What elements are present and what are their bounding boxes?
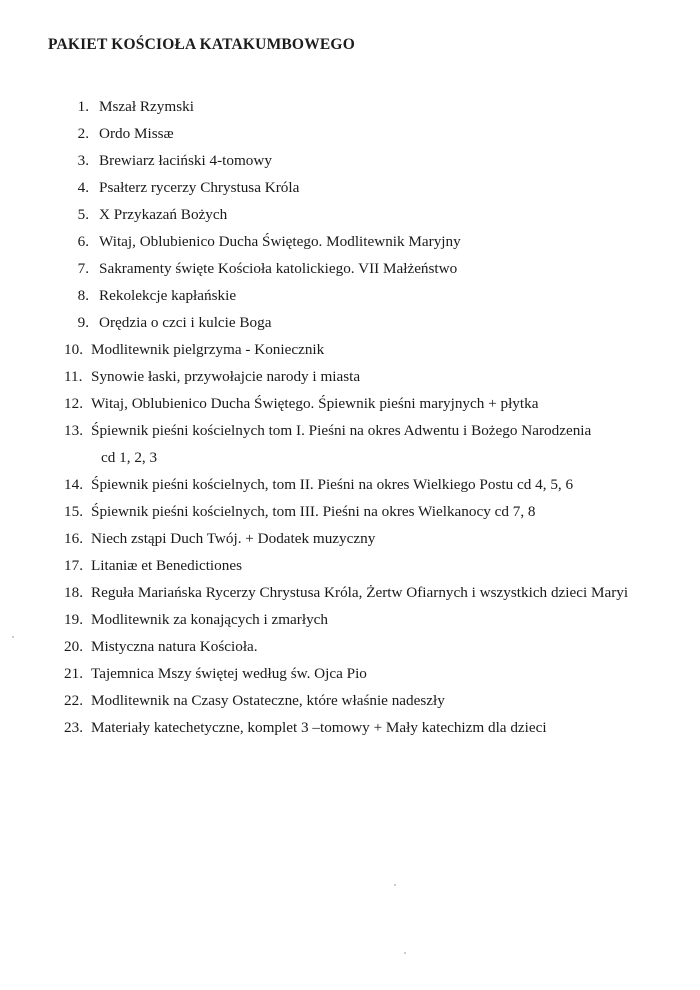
item-number: 13.	[64, 422, 83, 439]
list-item	[64, 525, 684, 552]
item-number: 14.	[64, 476, 83, 493]
scan-speck	[404, 952, 406, 954]
item-text: Synowie łaski, przywołajcie narody i miasta	[91, 368, 361, 385]
list-item	[64, 282, 684, 309]
list-item	[64, 228, 684, 255]
item-text: Ordo Missæ	[99, 125, 174, 142]
scan-speck	[12, 636, 14, 638]
item-number: 11.	[64, 368, 83, 385]
item-text: Orędzia o czci i kulcie Boga	[99, 314, 272, 331]
item-text: Litaniæ et Benedictiones	[91, 557, 242, 574]
item-text-continuation: cd 1, 2, 3	[101, 449, 158, 466]
item-text: Psałterz rycerzy Chrystusa Króla	[99, 179, 300, 196]
list-item	[64, 417, 684, 471]
item-text: X Przykazań Bożych	[99, 206, 228, 223]
item-text: Brewiarz łaciński 4-tomowy	[99, 152, 272, 169]
list-item	[64, 633, 684, 660]
item-number: 12.	[64, 395, 83, 412]
item-number: 5.	[77, 206, 89, 223]
item-number: 1.	[77, 98, 89, 115]
item-text-block	[89, 417, 591, 471]
item-text: Śpiewnik pieśni kościelnych tom I. Pieśni na okres Adwentu i Bożego Narodzenia	[91, 422, 592, 439]
list-item	[64, 660, 684, 687]
list-item	[64, 390, 684, 417]
list-item	[64, 336, 684, 363]
item-number: 16.	[64, 530, 83, 547]
item-text: Materiały katechetyczne, komplet 3 –tomowy + Mały katechizm dla dzieci	[91, 719, 547, 736]
item-number: 3.	[77, 152, 89, 169]
item-text: Rekolekcje kapłańskie	[99, 287, 237, 304]
item-text: Sakramenty święte Kościoła katolickiego. VII Małżeństwo	[99, 260, 458, 277]
item-number: 19.	[64, 611, 83, 628]
item-number: 17.	[64, 557, 83, 574]
item-text: Modlitewnik na Czasy Ostateczne, które właśnie nadeszły	[91, 692, 445, 709]
item-text: Modlitewnik pielgrzyma - Koniecznik	[91, 341, 325, 358]
list-item	[64, 174, 684, 201]
item-number: 22.	[64, 692, 83, 709]
scan-speck	[394, 884, 396, 886]
item-number: 15.	[64, 503, 83, 520]
item-number: 2.	[77, 125, 89, 142]
document-title: PAKIET KOŚCIOŁA KATAKUMBOWEGO	[48, 36, 355, 53]
item-text: Witaj, Oblubienico Ducha Świętego. Modlitewnik Maryjny	[99, 233, 461, 250]
list-item	[64, 579, 684, 606]
list-item	[64, 363, 684, 390]
item-text: Modlitewnik za konających i zmarłych	[91, 611, 329, 628]
list-item	[64, 120, 684, 147]
list-item	[64, 93, 684, 120]
list-item	[64, 309, 684, 336]
item-text: Reguła Mariańska Rycerzy Chrystusa Króla, Żertw Ofiarnych i wszystkich dzieci Maryi	[91, 584, 629, 601]
list-item	[64, 471, 684, 498]
item-text: Mszał Rzymski	[99, 98, 194, 115]
item-number: 23.	[64, 719, 83, 736]
list-item	[64, 255, 684, 282]
list-item	[64, 498, 684, 525]
list-item	[64, 606, 684, 633]
list-item	[64, 714, 684, 741]
item-text: Niech zstąpi Duch Twój. + Dodatek muzyczny	[91, 530, 376, 547]
item-number: 6.	[77, 233, 89, 250]
item-number: 20.	[64, 638, 83, 655]
package-list	[64, 93, 684, 741]
item-number: 7.	[77, 260, 89, 277]
item-text: Mistyczna natura Kościoła.	[91, 638, 258, 655]
item-text: Tajemnica Mszy świętej według św. Ojca Pio	[91, 665, 367, 682]
item-number: 18.	[64, 584, 83, 601]
item-number: 8.	[77, 287, 89, 304]
item-text: Śpiewnik pieśni kościelnych, tom II. Pieśni na okres Wielkiego Postu cd 4, 5, 6	[91, 476, 574, 493]
item-number: 4.	[77, 179, 89, 196]
list-item	[64, 147, 684, 174]
item-number: 10.	[64, 341, 83, 358]
list-item	[64, 552, 684, 579]
item-number: 21.	[64, 665, 83, 682]
item-number: 9.	[77, 314, 89, 331]
list-item	[64, 687, 684, 714]
item-text: Śpiewnik pieśni kościelnych, tom III. Pieśni na okres Wielkanocy cd 7, 8	[91, 503, 536, 520]
list-item	[64, 201, 684, 228]
item-text: Witaj, Oblubienico Ducha Świętego. Śpiewnik pieśni maryjnych + płytka	[91, 395, 539, 412]
